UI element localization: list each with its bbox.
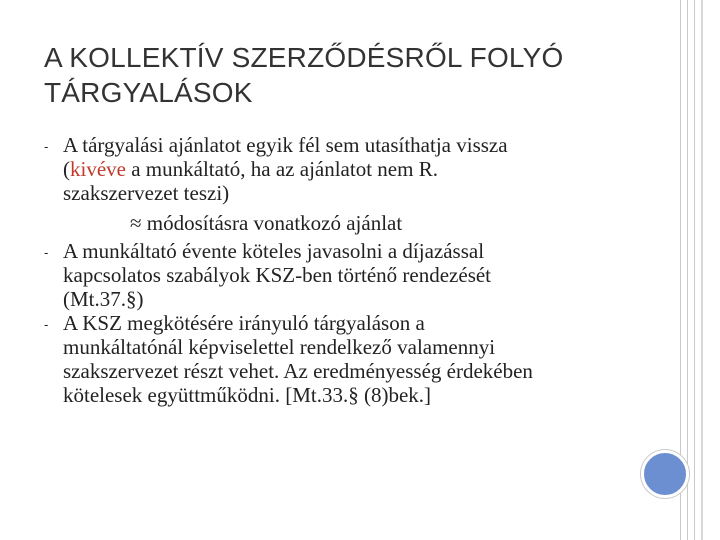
- list-item: [44, 239, 624, 311]
- decorative-rail: [687, 0, 688, 540]
- decorative-rail: [694, 0, 695, 540]
- slide-title-line-1: A KOLLEKTÍV SZERZŐDÉSRŐL FOLYÓ: [44, 42, 564, 73]
- item-text-rest: a munkáltató, ha az ajánlatot nem R.: [125, 157, 438, 181]
- bullet-dash: -: [44, 139, 49, 154]
- slide-title: [44, 40, 644, 110]
- decorative-circle: [641, 450, 689, 498]
- item-text-line: (Mt.37.§): [63, 287, 144, 311]
- bullet-dash: -: [44, 245, 49, 260]
- highlighted-word: kivéve: [70, 157, 126, 181]
- item-text-line: A KSZ megkötésére irányuló tárgyaláson a: [63, 311, 425, 335]
- decorative-rail: [701, 0, 703, 540]
- item-text-line: kapcsolatos szabályok KSZ-ben történő rendezését: [63, 263, 492, 287]
- bullet-list: [44, 133, 624, 407]
- slide-title-line-2: TÁRGYALÁSOK: [44, 77, 253, 108]
- bullet-dash: -: [44, 317, 49, 332]
- item-text-line: munkáltatónál képviselettel rendelkező valamennyi: [63, 335, 496, 359]
- list-item: [44, 311, 624, 407]
- item-text-line: [63, 157, 624, 181]
- item-text-line: A munkáltató évente köteles javasolni a díjazással: [63, 239, 485, 263]
- item-text-line: A tárgyalási ajánlatot egyik fél sem utasíthatja vissza: [63, 133, 508, 157]
- item-text-line: szakszervezet részt vehet. Az eredményesség érdekében: [63, 359, 533, 383]
- list-item: [44, 133, 624, 235]
- paren-open: (: [63, 157, 70, 181]
- sub-point: ≈ módosításra vonatkozó ajánlat: [130, 211, 403, 235]
- item-text-line: kötelesek együttműködni. [Mt.33.§ (8)bek.]: [63, 383, 432, 407]
- item-text-line: szakszervezet teszi): [63, 181, 230, 205]
